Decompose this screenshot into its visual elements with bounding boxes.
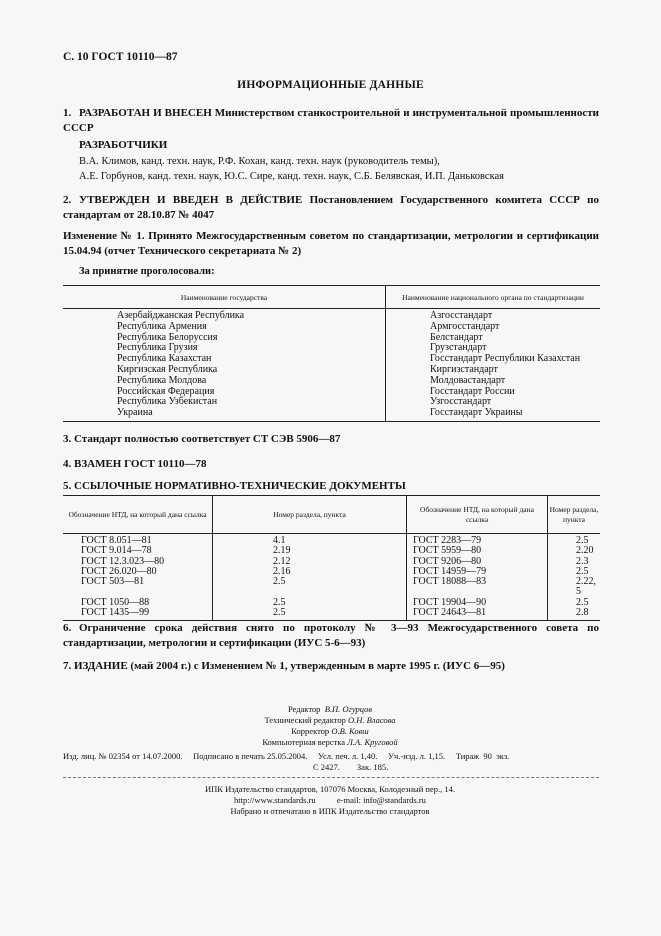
votes-col-body: Наименование национального органа по стандартизации bbox=[386, 286, 601, 309]
ref-doc-cell: ГОСТ 8.051—81 bbox=[81, 535, 152, 546]
table-row bbox=[63, 577, 600, 598]
item-6-text: Ограничение срока действия снято по протоколу № 3—93 Межгосударственного совета по стандартизации, метрологии и сертификации (ИУС 5-6—93) bbox=[63, 622, 599, 649]
ref-doc-cell: ГОСТ 9206—80 bbox=[407, 557, 548, 567]
item-3: 3. Стандарт полностью соответствует СТ СЭВ 5906—87 bbox=[63, 433, 341, 445]
ref-doc-cell: ГОСТ 1050—88 bbox=[81, 596, 150, 608]
ref-section-cell: 2.5 bbox=[548, 598, 601, 608]
item-6 bbox=[63, 621, 599, 651]
refs-col-doc-1: Обозначение НТД, на который дана ссылка bbox=[63, 496, 213, 534]
ref-section-cell: 2.5 bbox=[548, 534, 601, 547]
state-name-cell: Киргизская Республика bbox=[117, 363, 218, 375]
standards-body-cell: Госстандарт Республики Казахстан bbox=[386, 354, 601, 365]
state-name-cell: Азербайджанская Республика bbox=[117, 310, 245, 321]
item-1-text: РАЗРАБОТАН И ВНЕСЕН Министерством станкостроительной и инструментальной промышленности СССР bbox=[63, 107, 599, 134]
credit-corrector: Корректор О.В. Ковш bbox=[291, 726, 369, 736]
developers-heading: РАЗРАБОТЧИКИ bbox=[79, 139, 168, 151]
refs-col-doc-2: Обозначение НТД, на который дана ссылка bbox=[407, 496, 548, 534]
table-row bbox=[63, 408, 600, 421]
divider bbox=[63, 777, 599, 778]
ref-doc-cell: ГОСТ 12.3.023—80 bbox=[81, 555, 165, 567]
state-name-cell: Республика Молдова bbox=[117, 374, 207, 386]
imprint-line-1: Изд. лиц. № 02354 от 14.07.2000. Подписано в печать 25.05.2004. Усл. печ. л. 1,40. Уч.-изд. л. 1,15. Тираж 90 экз. bbox=[63, 751, 510, 761]
state-name-cell: Республика Казахстан bbox=[117, 353, 212, 365]
footer-address: ИПК Издательство стандартов, 107076 Москва, Колодезный пер., 14. bbox=[205, 784, 455, 794]
imprint-line-2: С 2427. Зак. 185. bbox=[313, 762, 389, 772]
item-6-number: 6. bbox=[63, 622, 72, 634]
standards-body-cell: Киргизстандарт bbox=[386, 365, 601, 376]
ref-section-cell: 2.8 bbox=[548, 608, 601, 621]
item-2-number: 2. bbox=[63, 194, 72, 206]
ref-doc-cell: ГОСТ 5959—80 bbox=[407, 546, 548, 556]
state-name-cell: Республика Армения bbox=[117, 320, 207, 332]
item-1 bbox=[63, 106, 599, 136]
item-4: 4. ВЗАМЕН ГОСТ 10110—78 bbox=[63, 458, 207, 470]
ref-doc-cell: ГОСТ 2283—79 bbox=[407, 534, 548, 547]
references-table-body bbox=[63, 534, 600, 621]
votes-heading: За принятие проголосовали: bbox=[79, 266, 215, 277]
ref-section-cell: 2.5 bbox=[213, 598, 407, 608]
credit-tech-editor: Технический редактор О.Н. Власова bbox=[264, 715, 396, 725]
credit-layout: Компьютерная верстка Л.А. Круговой bbox=[262, 737, 398, 747]
standards-body-cell: Госстандарт России bbox=[386, 387, 601, 398]
ref-section-cell: 2.22, 5 bbox=[548, 577, 601, 598]
state-name-cell: Украина bbox=[63, 408, 386, 421]
ref-doc-cell: ГОСТ 26.020—80 bbox=[81, 565, 157, 577]
ref-section-cell: 2.16 bbox=[213, 567, 407, 577]
ref-doc-cell: ГОСТ 503—81 bbox=[81, 576, 145, 588]
ref-section-cell: 2.5 bbox=[213, 577, 407, 598]
standards-body-cell: Армгосстандарт bbox=[386, 322, 601, 333]
ref-section-cell: 2.3 bbox=[548, 557, 601, 567]
state-name-cell: Республика Белоруссия bbox=[117, 331, 218, 343]
ref-doc-cell: ГОСТ 9.014—78 bbox=[81, 545, 152, 557]
credits-block bbox=[200, 704, 460, 748]
standards-body-cell: Грузстандарт bbox=[386, 343, 601, 354]
ref-doc-cell: ГОСТ 19904—90 bbox=[407, 598, 548, 608]
ref-section-cell: 2.20 bbox=[548, 546, 601, 556]
ref-doc-cell: ГОСТ 24643—81 bbox=[407, 608, 548, 621]
footer-contacts: http://www.standards.ru e-mail: info@standards.ru bbox=[234, 794, 426, 805]
standards-body-cell: Госстандарт Украины bbox=[386, 408, 601, 421]
section-title: ИНФОРМАЦИОННЫЕ ДАННЫЕ bbox=[237, 79, 424, 91]
footer-printed: Набрано и отпечатано в ИПК Издательство стандартов bbox=[230, 805, 430, 816]
ref-section-cell: 2.5 bbox=[548, 567, 601, 577]
ref-doc-cell: ГОСТ 18088—83 bbox=[407, 577, 548, 598]
item-2-text: УТВЕРЖДЕН И ВВЕДЕН В ДЕЙСТВИЕ Постановлением Государственного комитета СССР по стандартам от 28.10.87 № 4047 bbox=[63, 194, 599, 221]
refs-col-section-1: Номер раздела, пункта bbox=[213, 496, 407, 534]
item-5: 5. ССЫЛОЧНЫЕ НОРМАТИВНО-ТЕХНИЧЕСКИЕ ДОКУМЕНТЫ bbox=[63, 480, 406, 492]
standards-body-cell: Молдовастандарт bbox=[386, 376, 601, 387]
ref-section-cell: 4.1 bbox=[213, 534, 407, 547]
standards-body-cell: Узгосстандарт bbox=[386, 397, 601, 408]
votes-table-body bbox=[63, 309, 600, 422]
developers-line-1: В.А. Климов, канд. техн. наук, Р.Ф. Кохан, канд. техн. наук (руководитель темы), bbox=[79, 156, 440, 167]
developers-line-2: А.Е. Горбунов, канд. техн. наук, Ю.С. Сире, канд. техн. наук, С.Б. Белявская, И.П. Даньковская bbox=[79, 171, 505, 182]
state-name-cell: Российская Федерация bbox=[117, 385, 215, 397]
item-7: 7. ИЗДАНИЕ (май 2004 г.) с Изменением № 1, утвержденным в марте 1995 г. (ИУС 6—95) bbox=[63, 660, 505, 672]
ref-section-cell: 2.5 bbox=[213, 608, 407, 621]
table-row bbox=[63, 309, 600, 322]
votes-col-state: Наименование государства bbox=[63, 286, 386, 309]
votes-table bbox=[63, 285, 600, 422]
ref-doc-cell: ГОСТ 1435—99 bbox=[63, 608, 213, 621]
page-header: С. 10 ГОСТ 10110—87 bbox=[63, 51, 178, 63]
ref-doc-cell: ГОСТ 14959—79 bbox=[407, 567, 548, 577]
table-row bbox=[63, 376, 600, 387]
refs-col-section-2: Номер раздела, пункта bbox=[548, 496, 601, 534]
table-row bbox=[63, 322, 600, 333]
references-table bbox=[63, 495, 600, 621]
amendment-note: Изменение № 1. Принято Межгосударственным советом по стандартизации, метрологии и сертификации 15.04.94 (отчет Технического секретариата № 2) bbox=[63, 230, 599, 257]
imprint-block bbox=[63, 751, 599, 773]
state-name-cell: Республика Грузия bbox=[117, 342, 198, 354]
ref-section-cell: 2.19 bbox=[213, 546, 407, 556]
item-1-number: 1. bbox=[63, 107, 72, 119]
credit-editor: Редактор В.П. Огурцов bbox=[287, 704, 373, 714]
state-name-cell: Республика Узбекистан bbox=[117, 396, 218, 408]
standards-body-cell: Азгосстандарт bbox=[386, 309, 601, 322]
item-2 bbox=[63, 193, 599, 223]
publisher-footer bbox=[150, 784, 510, 816]
standards-body-cell: Белстандарт bbox=[386, 333, 601, 344]
table-row bbox=[63, 608, 600, 621]
ref-section-cell: 2.12 bbox=[213, 557, 407, 567]
